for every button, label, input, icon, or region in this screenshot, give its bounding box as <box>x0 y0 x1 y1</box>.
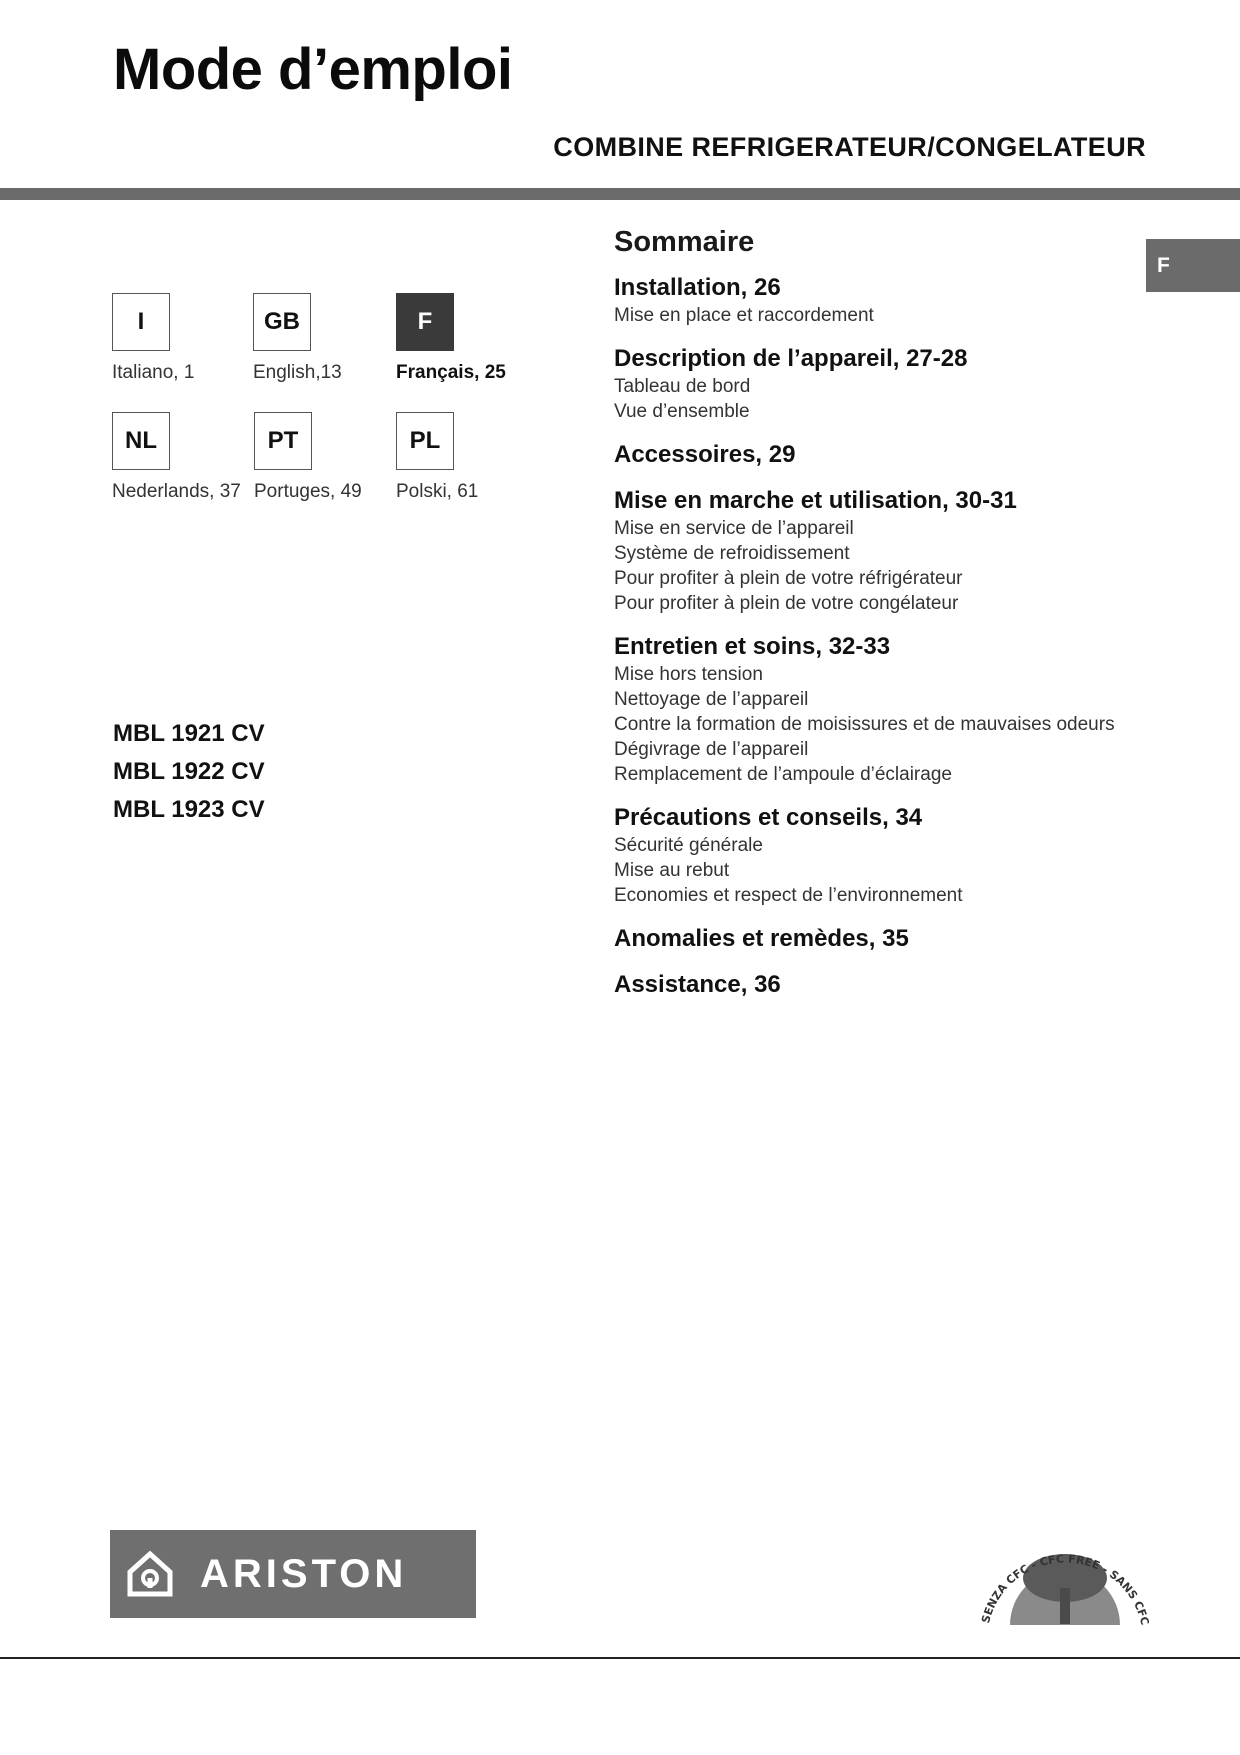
page-title: Mode d’emploi <box>113 37 513 102</box>
language-code-box-active[interactable]: F <box>396 293 454 351</box>
language-item-polski[interactable] <box>396 412 536 503</box>
toc-section-heading[interactable]: Accessoires, 29 <box>614 441 796 468</box>
toc-subitem[interactable]: Tableau de bord <box>614 376 751 397</box>
language-label: Portuges, 49 <box>254 481 362 502</box>
toc-section-heading[interactable]: Anomalies et remèdes, 35 <box>614 925 909 952</box>
toc-subitem[interactable]: Nettoyage de l’appareil <box>614 689 809 710</box>
model-list <box>113 715 265 829</box>
toc-subitem[interactable]: Système de refroidissement <box>614 543 850 564</box>
toc-subitem[interactable]: Vue d’ensemble <box>614 401 750 422</box>
language-section-tab: F <box>1146 239 1240 292</box>
language-label-active: Français, 25 <box>396 362 506 383</box>
toc-section-heading[interactable]: Installation, 26 <box>614 274 781 301</box>
toc-section <box>614 273 1174 328</box>
toc-section-heading[interactable]: Entretien et soins, 32-33 <box>614 633 891 660</box>
language-label: Polski, 61 <box>396 481 479 502</box>
toc-section-heading[interactable]: Précautions et conseils, 34 <box>614 804 923 831</box>
cfc-free-seal <box>970 1510 1160 1635</box>
brand-name: ARISTON <box>200 1551 408 1596</box>
language-item-nederlands[interactable] <box>112 412 252 503</box>
toc-section-heading[interactable]: Mise en marche et utilisation, 30-31 <box>614 487 1017 514</box>
language-label: Nederlands, 37 <box>112 481 241 502</box>
brand-logo <box>110 1530 476 1618</box>
toc-section <box>614 440 1174 470</box>
toc-section <box>614 803 1174 908</box>
toc-title: Sommaire <box>614 226 755 258</box>
tree-seal-icon <box>970 1510 1160 1635</box>
language-item-francais[interactable] <box>396 293 536 384</box>
toc-subitem[interactable]: Economies et respect de l’environnement <box>614 885 963 906</box>
toc-section-heading[interactable]: Description de l’appareil, 27-28 <box>614 345 968 372</box>
toc-subitem[interactable]: Remplacement de l’ampoule d’éclairage <box>614 764 952 785</box>
language-item-italiano[interactable] <box>112 293 252 384</box>
toc-subitem[interactable]: Sécurité générale <box>614 835 763 856</box>
language-item-portuges[interactable] <box>254 412 394 503</box>
toc-subitem[interactable]: Pour profiter à plein de votre congélateur <box>614 593 959 614</box>
language-selector <box>112 293 552 513</box>
toc-section <box>614 486 1174 616</box>
toc-section-heading[interactable]: Assistance, 36 <box>614 971 781 998</box>
toc-section <box>614 924 1174 954</box>
language-label: Italiano, 1 <box>112 362 195 383</box>
seal-text: SENZA CFC - CFC FREE - SANS CFC <box>979 1552 1152 1627</box>
language-label: English,13 <box>253 362 342 383</box>
toc-section <box>614 344 1174 424</box>
model-number: MBL 1923 CV <box>113 796 265 823</box>
language-code-box[interactable]: PL <box>396 412 454 470</box>
language-code-box[interactable]: GB <box>253 293 311 351</box>
language-item-english[interactable] <box>253 293 393 384</box>
toc-subitem[interactable]: Contre la formation de moisissures et de mauvaises odeurs <box>614 714 1115 735</box>
table-of-contents <box>614 226 1174 1016</box>
header-divider <box>0 188 1240 200</box>
toc-subitem[interactable]: Dégivrage de l’appareil <box>614 739 809 760</box>
toc-section <box>614 632 1174 787</box>
language-code-box[interactable]: I <box>112 293 170 351</box>
language-code-box[interactable]: PT <box>254 412 312 470</box>
model-number: MBL 1921 CV <box>113 720 265 747</box>
toc-subitem[interactable]: Mise en service de l’appareil <box>614 518 854 539</box>
language-code-box[interactable]: NL <box>112 412 170 470</box>
toc-subitem[interactable]: Pour profiter à plein de votre réfrigérateur <box>614 568 963 589</box>
toc-subitem[interactable]: Mise hors tension <box>614 664 763 685</box>
product-type-title: COMBINE REFRIGERATEUR/CONGELATEUR <box>553 132 1146 162</box>
footer-divider <box>0 1657 1240 1659</box>
model-number: MBL 1922 CV <box>113 758 265 785</box>
toc-subitem[interactable]: Mise au rebut <box>614 860 730 881</box>
house-icon <box>124 1548 176 1600</box>
toc-subitem[interactable]: Mise en place et raccordement <box>614 305 874 326</box>
toc-section <box>614 970 1174 1000</box>
